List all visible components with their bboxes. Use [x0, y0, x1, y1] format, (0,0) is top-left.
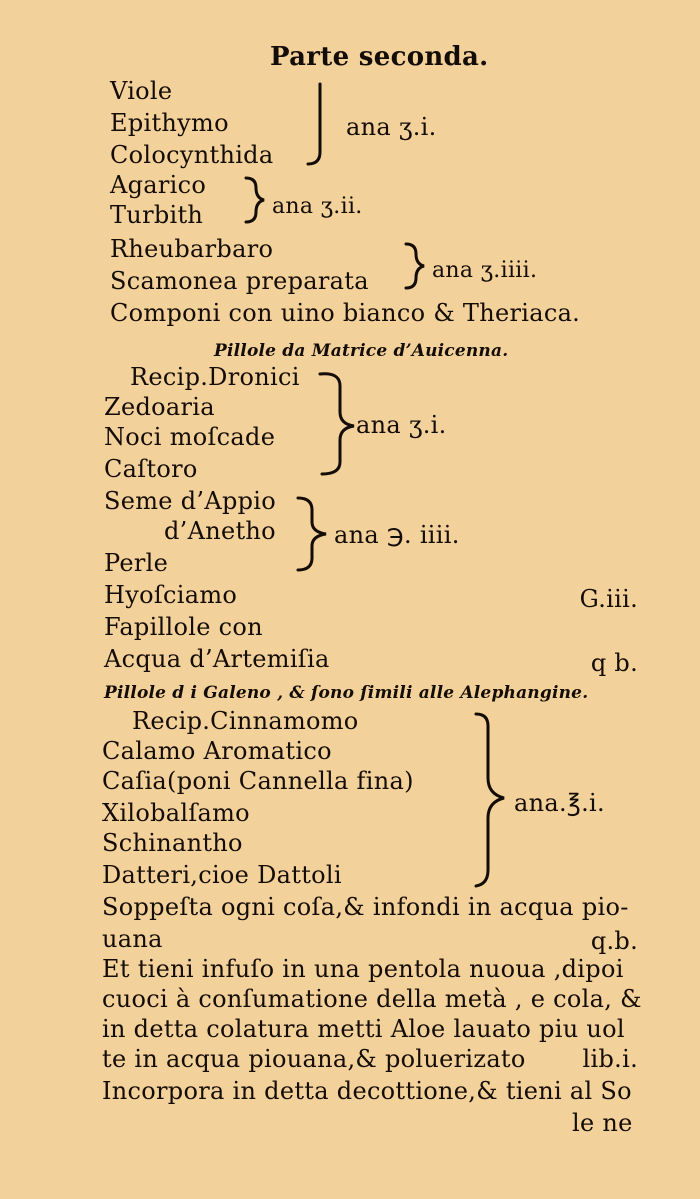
- ingredient-line: Viole: [110, 77, 173, 105]
- ingredient-line: Caſia(poni Cannella fina): [102, 767, 414, 795]
- brace-mark: [296, 82, 326, 168]
- page-header: Parte seconda.: [270, 42, 489, 72]
- dose-label: G.iii.: [579, 585, 638, 613]
- recipe-heading: Pillole d i Galeno , & ſono ſimili alle Alephangine.: [104, 683, 589, 703]
- recipe-heading: Pillole da Matrice d’Auicenna.: [214, 341, 509, 361]
- ingredient-line: Noci moſcade: [104, 423, 276, 451]
- ingredient-line: Xilobalſamo: [102, 799, 250, 827]
- instruction-line: le ne: [572, 1109, 633, 1137]
- ingredient-line: Colocynthida: [110, 141, 274, 169]
- instruction-line: in detta colatura metti Aloe lauato piu uol: [102, 1015, 625, 1043]
- ingredient-line: Seme d’Appio: [104, 487, 277, 515]
- ingredient-line: Caſtoro: [104, 455, 198, 483]
- brace-mark: [312, 368, 356, 478]
- ingredient-line: Turbith: [110, 201, 204, 229]
- dose-label: lib.i.: [582, 1045, 638, 1073]
- brace-mark: [402, 240, 428, 292]
- ingredient-line: Rheubarbaro: [110, 235, 274, 263]
- ingredient-line: Fapillole con: [104, 613, 263, 641]
- brace-mark: [242, 174, 268, 226]
- ingredient-line: Hyoſciamo: [104, 581, 238, 609]
- dose-label: q.b.: [590, 927, 638, 955]
- instruction-line: Incorpora in detta decottione,& tieni al So: [102, 1077, 632, 1105]
- dose-label: ana ʒ.i.: [356, 411, 447, 439]
- instruction-line: Soppeſta ogni coſa,& infondi in acqua pio-: [102, 893, 629, 921]
- ingredient-line: d’Anetho: [164, 517, 276, 545]
- brace-mark: [470, 710, 514, 890]
- ingredient-line: Schinantho: [102, 829, 243, 857]
- dose-label: ana ʒ.ii.: [272, 194, 363, 219]
- ingredient-line: Zedoaria: [104, 393, 215, 421]
- ingredient-line: Recip.Cinnamomo: [132, 707, 359, 735]
- dose-label: ana.℥.i.: [514, 789, 605, 817]
- ingredient-line: Recip.Dronici: [130, 363, 300, 391]
- instruction-line: uana: [102, 925, 163, 953]
- instruction-line: Componi con uino bianco & Theriaca.: [110, 299, 581, 327]
- ingredient-line: Datteri,cioe Dattoli: [102, 861, 342, 889]
- dose-label: ana ℈. iiii.: [334, 521, 460, 549]
- ingredient-line: Agarico: [110, 171, 207, 199]
- ingredient-line: Calamo Aromatico: [102, 737, 332, 765]
- ingredient-line: Scamonea preparata: [110, 267, 369, 295]
- instruction-line: cuoci à conſumatione della metà , e cola, &: [102, 985, 642, 1013]
- ingredient-line: Perle: [104, 549, 169, 577]
- instruction-line: Et tieni infuſo in una pentola nuoua ,dipoi: [102, 955, 624, 983]
- dose-label: ana ʒ.iiii.: [432, 258, 538, 283]
- dose-label: ana ʒ.i.: [346, 113, 437, 141]
- ingredient-line: Acqua d’Artemiſia: [104, 645, 330, 673]
- brace-mark: [290, 494, 334, 574]
- ingredient-line: Epithymo: [110, 109, 229, 137]
- instruction-line: te in acqua piouana,& poluerizato: [102, 1045, 526, 1073]
- dose-label: q b.: [590, 649, 638, 677]
